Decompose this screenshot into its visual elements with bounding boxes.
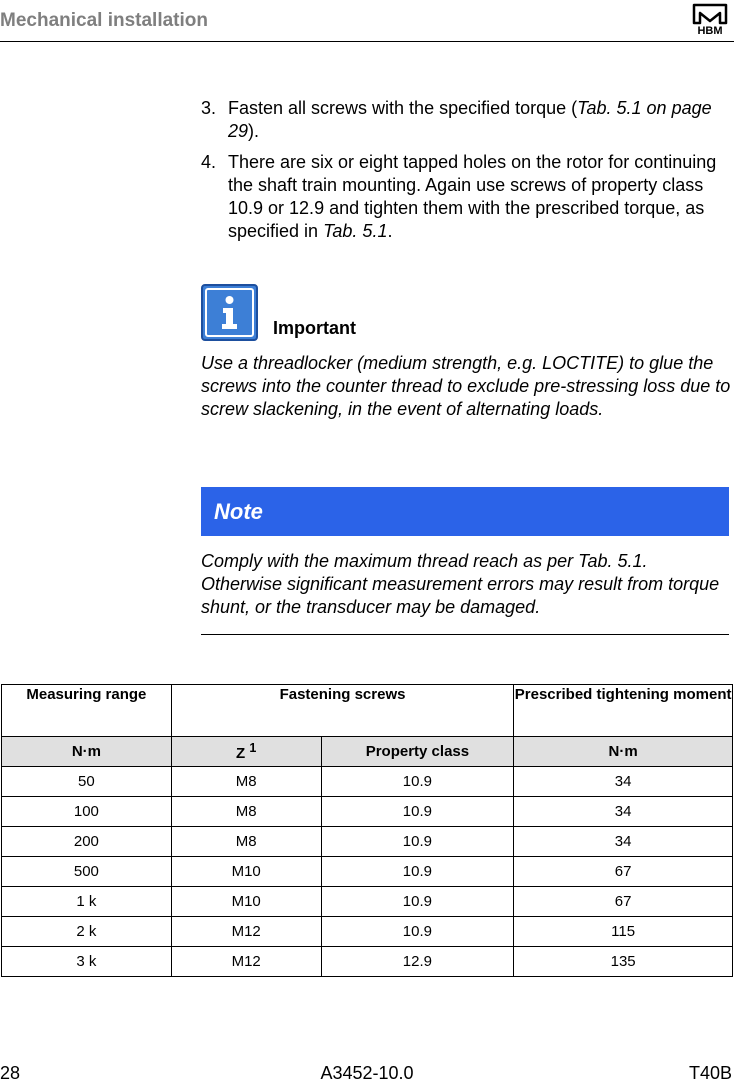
tightening-moment-cell: 67 [514,857,733,887]
table-reference-link: Tab. 5.1 [323,221,388,241]
z-header: Z $^1$ [171,737,321,767]
property-class-cell: 10.9 [321,767,514,797]
tightening-moment-cell: 67 [514,887,733,917]
page-header-title: Mechanical installation [0,10,208,31]
tightening-moment-cell: 34 [514,827,733,857]
screw-z-cell: M10 [171,887,321,917]
table-row [2,947,733,977]
measuring-range-header: Measuring range [2,685,172,737]
table-row [2,767,733,797]
property-class-header: Property class [321,737,514,767]
property-class-cell: 10.9 [321,857,514,887]
info-icon [201,284,258,341]
measuring-range-cell: 1 k [2,887,172,917]
tightening-moment-header: Prescribed tightening moment [514,685,733,737]
property-class-cell: 10.9 [321,917,514,947]
screw-z-cell: M12 [171,947,321,977]
measuring-range-cell: 100 [2,797,172,827]
table-row [2,857,733,887]
step-item [201,97,731,143]
step-item [201,151,731,243]
screw-z-cell: M12 [171,917,321,947]
step-number: 4. [201,152,217,172]
footnote-marker: 1 [249,741,257,755]
measuring-range-cell: 3 k [2,947,172,977]
footer-doc-number: A3452-10.0 [320,1063,414,1083]
step-text: Fasten all screws with the specified torque (Tab. 5.1 on page 29). [228,98,712,141]
measuring-range-cell: 200 [2,827,172,857]
tightening-moment-cell: 115 [514,917,733,947]
step-text: There are six or eight tapped holes on the rotor for continuing the shaft train mounting. Again use screws of property class 10.9 or 12.9 and tighten them with the prescribed torque, as specified in Tab. 5.1. [228,152,717,241]
measuring-range-cell: 50 [2,767,172,797]
moment-unit-header: N·m [514,737,733,767]
note-text: Comply with the maximum thread reach as per Tab. 5.1. Otherwise significant measurement errors may result from torque shunt, or the transducer may be damaged. [201,551,720,617]
fastening-screws-header: Fastening screws [171,685,513,737]
table-unit-header-row [2,737,733,767]
screw-z-cell: M8 [171,827,321,857]
measuring-range-cell: 2 k [2,917,172,947]
tightening-moment-cell: 135 [514,947,733,977]
footer-page-number: 28 [0,1063,21,1083]
tightening-moment-cell: 34 [514,767,733,797]
header-rule [0,41,734,42]
property-class-cell: 12.9 [321,947,514,977]
table-row [2,827,733,857]
important-text: Use a threadlocker (medium strength, e.g. LOCTITE) to glue the screws into the counter thread to exclude pre-stressing loss due to screw slackening, in the event of alternating loads. [201,353,731,419]
table-group-header-row [2,685,733,737]
hbm-logo [690,3,730,35]
property-class-cell: 10.9 [321,887,514,917]
note-rule [201,634,729,635]
fastening-screws-table [1,684,733,977]
range-unit-header: N·m [2,737,172,767]
footer-product: T40B [688,1063,732,1083]
screw-z-cell: M8 [171,797,321,827]
property-class-cell: 10.9 [321,827,514,857]
screw-z-cell: M8 [171,767,321,797]
step-number: 3. [201,98,217,118]
property-class-cell: 10.9 [321,797,514,827]
important-label: Important [273,318,356,338]
svg-text:HBM: HBM [697,25,723,35]
table-row [2,917,733,947]
tightening-moment-cell: 34 [514,797,733,827]
table-reference-link: Tab. 5.1 on page 29 [228,98,712,141]
table-row [2,797,733,827]
instruction-steps [201,97,731,251]
measuring-range-cell: 500 [2,857,172,887]
table-row [2,887,733,917]
note-banner: Note [201,487,729,536]
screw-z-cell: M10 [171,857,321,887]
